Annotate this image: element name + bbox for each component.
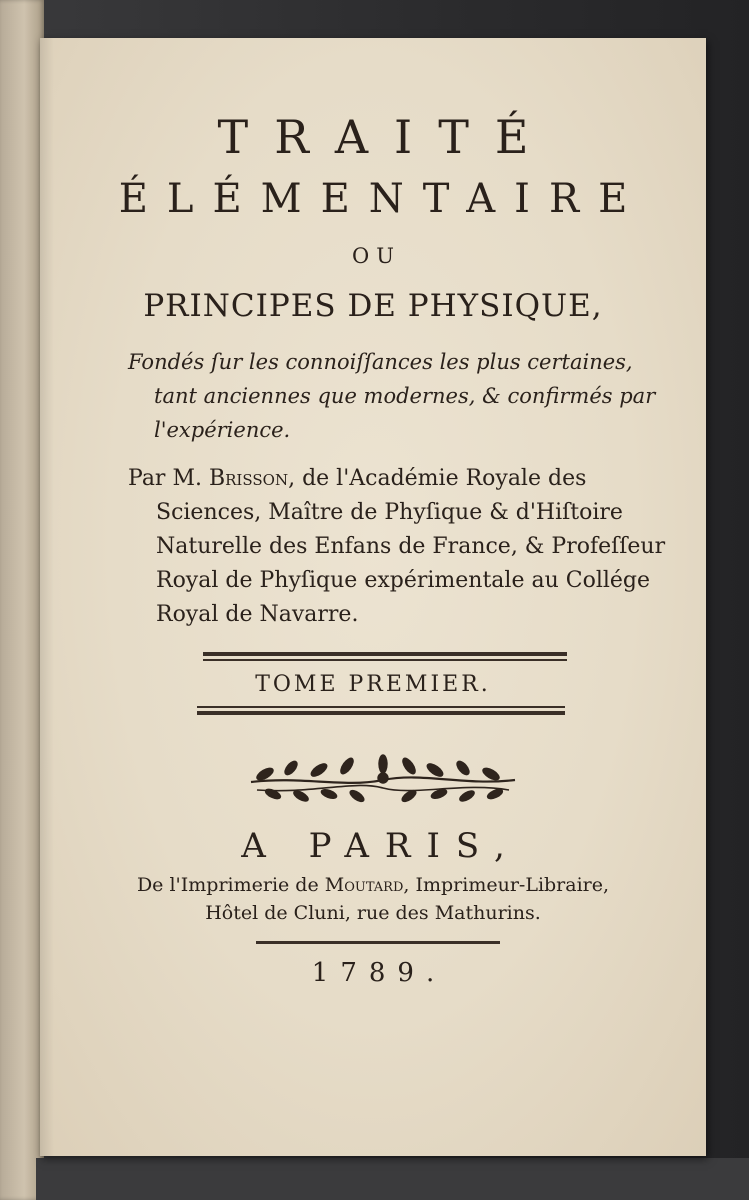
- author-prefix: Par M.: [128, 466, 202, 491]
- author-line-1-rest: , de l'Académie Royale des: [288, 466, 587, 491]
- title-connector: OU: [352, 244, 401, 268]
- author-line-3: Naturelle des Enfans de France, & Profeſſeur: [156, 534, 666, 559]
- title-line-2: ÉLÉMENTAIRE: [118, 176, 647, 222]
- subtitle-line-3: l'expérience.: [154, 418, 291, 442]
- imprint-rule: [256, 941, 500, 944]
- imprint-line-1: [40, 874, 706, 896]
- adjacent-page-edge: [0, 0, 44, 1200]
- title-page: [40, 38, 706, 1156]
- printer-name: Moutard: [324, 874, 404, 896]
- publication-year: 1789.: [311, 958, 447, 988]
- double-rule-bottom-thin: [197, 706, 565, 708]
- book-cover-edge: [36, 1158, 749, 1200]
- imprint-line-2: Hôtel de Cluni, rue des Mathurins.: [205, 902, 541, 924]
- imprint-suffix: , Imprimeur-Libraire,: [403, 874, 610, 896]
- subtitle-line-1: Fondés ſur les connoiſſances les plus certaines,: [128, 350, 633, 374]
- author-line-5: Royal de Navarre.: [156, 602, 359, 627]
- author-line-4: Royal de Phyſique expérimentale au Collége: [156, 568, 651, 593]
- imprint-city: A PARIS,: [241, 826, 521, 866]
- volume-label: TOME PREMIER.: [255, 672, 491, 697]
- double-rule-bottom-thick: [197, 711, 565, 715]
- author-name: Brisson: [208, 466, 289, 491]
- author-line-1: [128, 466, 586, 491]
- title-line-3: PRINCIPES DE PHYSIQUE,: [143, 288, 603, 324]
- title-line-1: TRAITÉ: [217, 110, 555, 164]
- subtitle-line-2: tant anciennes que modernes, & confirmés par: [154, 384, 656, 408]
- double-rule-top-thin: [203, 659, 567, 661]
- imprint-prefix: De l'Imprimerie de: [136, 874, 319, 896]
- author-line-2: Sciences, Maître de Phyſique & d'Hiſtoire: [156, 500, 623, 525]
- floral-vignette-ornament: [243, 750, 523, 806]
- double-rule-top-thick: [203, 652, 567, 656]
